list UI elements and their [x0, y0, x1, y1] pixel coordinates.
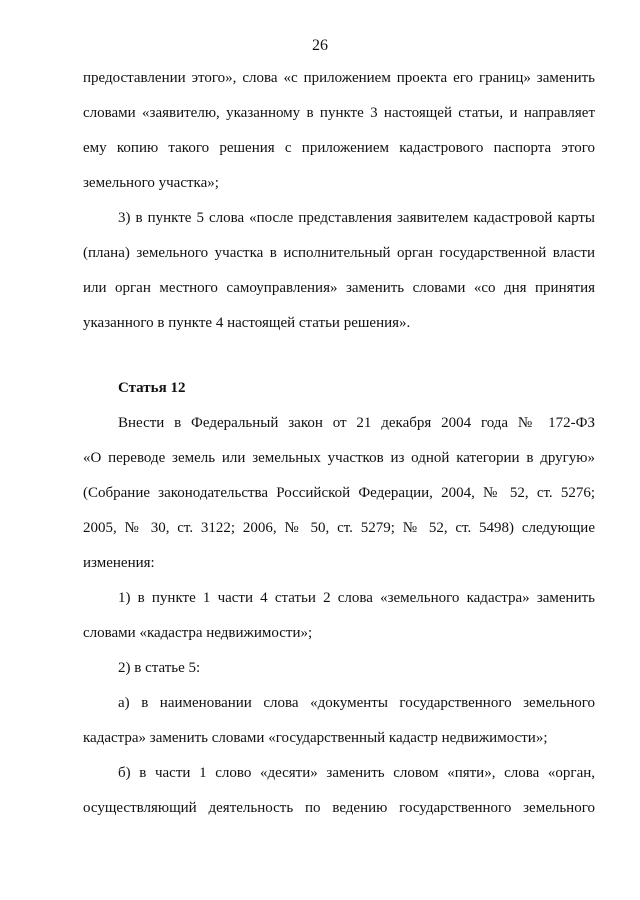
text-line: (плана) земельного участка в исполнительный орган государственной власти — [83, 245, 595, 261]
article-heading: Статья 12 — [118, 380, 186, 396]
text-line: кадастра» заменить словами «государственный кадастр недвижимости»; — [83, 730, 548, 746]
text-line: осуществляющий деятельность по ведению государственного земельного — [83, 800, 595, 816]
text-line: 2) в статье 5: — [118, 660, 201, 676]
text-line: (Собрание законодательства Российской Федерации, 2004, № 52, ст. 5276; — [83, 485, 595, 501]
text-line: словами «заявителю, указанному в пункте 3 настоящей статьи, и направляет — [83, 105, 595, 121]
text-line: указанного в пункте 4 настоящей статьи решения». — [83, 315, 411, 331]
page-number: 26 — [312, 37, 328, 54]
text-line: предоставлении этого», слова «с приложением проекта его границ» заменить — [83, 70, 595, 86]
text-line: ему копию такого решения с приложением кадастрового паспорта этого — [83, 140, 595, 156]
text-line: 1) в пункте 1 части 4 статьи 2 слова «земельного кадастра» заменить — [118, 590, 595, 606]
text-line: «О переводе земель или земельных участков из одной категории в другую» — [83, 450, 595, 466]
text-line: б) в части 1 слово «десяти» заменить словом «пяти», слова «орган, — [118, 765, 595, 781]
text-line: земельного участка»; — [83, 175, 219, 191]
text-line: 2005, № 30, ст. 3122; 2006, № 50, ст. 5279; № 52, ст. 5498) следующие — [83, 520, 595, 536]
text-line: изменения: — [83, 555, 155, 571]
text-line: Внести в Федеральный закон от 21 декабря 2004 года № 172-ФЗ — [118, 415, 595, 431]
text-line: 3) в пункте 5 слова «после представления заявителем кадастровой карты — [118, 210, 595, 226]
text-line: или орган местного самоуправления» заменить словами «со дня принятия — [83, 280, 595, 296]
text-line: словами «кадастра недвижимости»; — [83, 625, 313, 641]
text-line: а) в наименовании слова «документы государственного земельного — [118, 695, 595, 711]
